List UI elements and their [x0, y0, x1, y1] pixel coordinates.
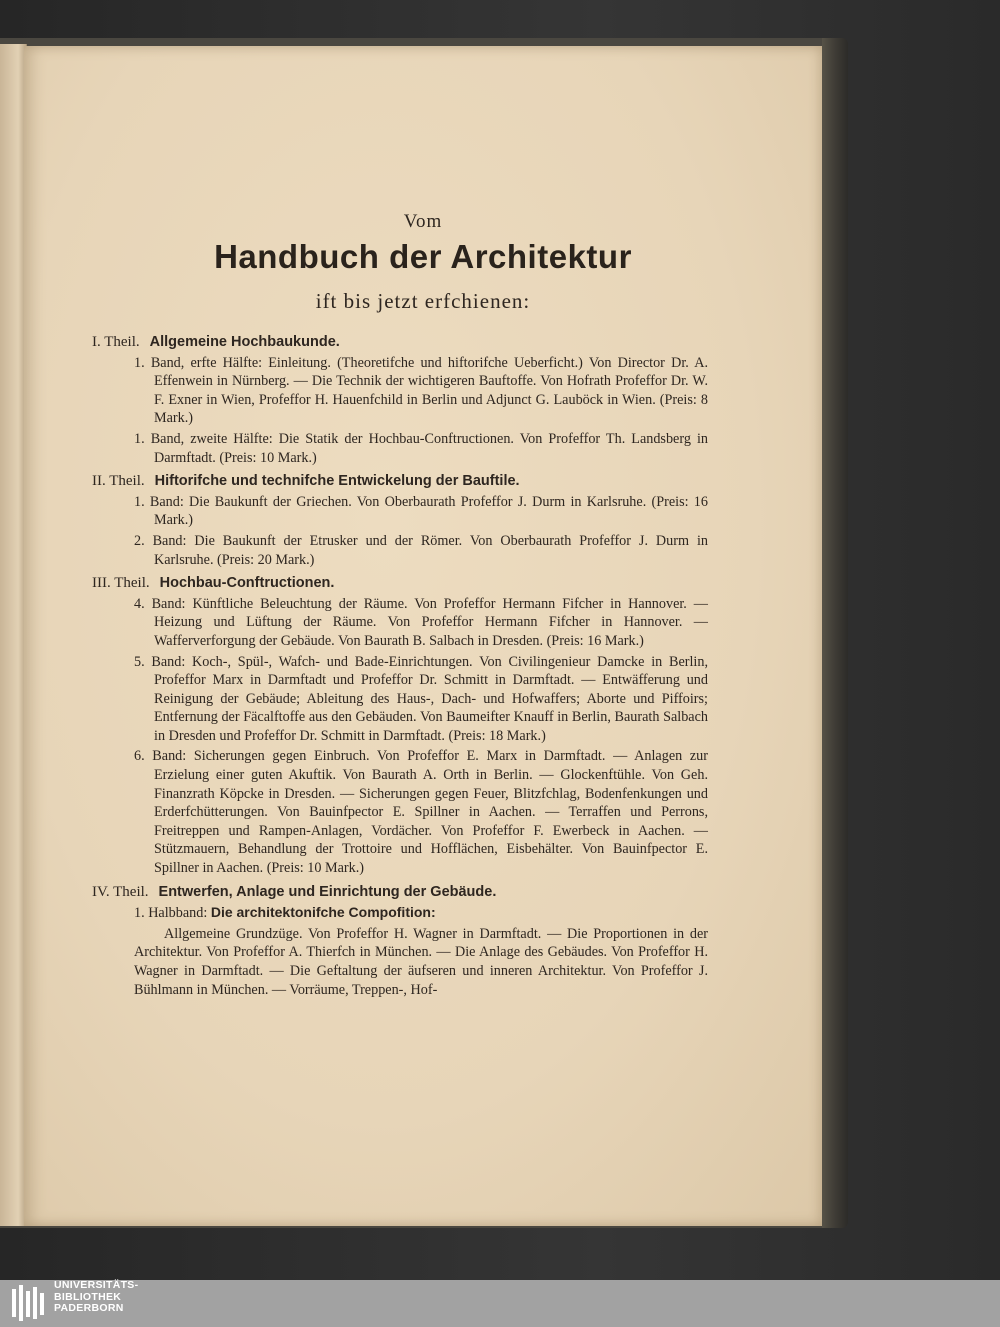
catalogue-list [92, 328, 708, 999]
volume-entry: 1. Band, zweite Hälfte: Die Statik der Hochbau-Conftructionen. Von Profeffor Th. Landsberg in Darmftadt. (Preis: 10 Mark.) [134, 430, 708, 466]
part-title: Entwerfen, Anlage und Einrichtung der Gebäude. [158, 883, 497, 900]
logo-line-2: BIBLIOTHEK [54, 1290, 122, 1303]
part-heading [92, 883, 708, 902]
volume-entry: 6. Band: Sicherungen gegen Einbruch. Von Profeffor E. Marx in Darmftadt. — Anlagen zur Erzielung einer guten Akuftik. Von Baurath A. Orth in Berlin. — Glockenftühle. Von Geh. Finanzrath Köpcke in Dresden. — Sicherungen gegen Feuer, Blitzfchlag, Bodenfenkungen und Erderfchütterungen. Von Bauinfpector E. Spillner in Aachen. — Terraffen und Perrons, Freitreppen und Rampen-Anlagen, Vordächer. Von Profeffor F. Ewerbeck in Aachen. — Stützmauern, Behandlung der Trottoire und Hofflächen, Eisbehälter. Von Bauinfpector E. Spillner in Aachen. (Preis: 10 Mark.) [134, 748, 708, 877]
part-title: Allgemeine Hochbaukunde. [149, 334, 340, 350]
book-page [24, 46, 822, 1226]
part-number: IV. Theil. [92, 883, 149, 900]
part-title: Hochbau-Conftructionen. [159, 575, 335, 592]
logo-line-1: UNIVERSITÄTS- [54, 1279, 139, 1291]
halbband-text: Allgemeine Grundzüge. Von Profeffor H. Wagner in Darmftadt. — Die Proportionen in der Architektur. Von Profeffor A. Thierfch in München. — Die Anlage des Gebäudes. Von Profeffor H. Wagner in Darmftadt. — Die Geftaltung der äufseren und inneren Architektur. Von Profeffor J. Bühlmann in München. — Vorräume, Treppen-, Hof- [134, 925, 708, 998]
part-heading [92, 472, 708, 491]
part-title: Hiftorifche und technifche Entwickelung der Bauftile. [154, 473, 520, 490]
part-heading [92, 574, 708, 593]
part-number: II. Theil. [92, 473, 145, 490]
logo-line-3: PADERBORN [54, 1302, 124, 1314]
volume-entry: 1. Band: Die Baukunft der Griechen. Von Oberbaurath Profeffor J. Durm in Karlsruhe. (Preis: 16 Mark.) [134, 493, 708, 529]
volume-entry: 1. Band, erfte Hälfte: Einleitung. (Theoretifche und hiftorifche Ueberficht.) Von Director Dr. A. Effenwein in Nürnberg. — Die Technik der wichtigeren Bauftoffe. Von Hofrath Profeffor Dr. W. F. Exner in Wien, Profeffor H. Hauenfchild in Berlin und Adjunct G. Lauböck in Wien. (Preis: 8 Mark.) [134, 354, 708, 427]
halbband-title: Die architektonifche Compofition: [210, 904, 436, 921]
page-title: Handbuch der Architektur [214, 238, 632, 275]
halbband-heading [134, 903, 708, 923]
volume-entry: 2. Band: Die Baukunft der Etrusker und der Römer. Von Oberbaurath Profeffor J. Durm in Karlsruhe. (Preis: 20 Mark.) [134, 532, 708, 568]
page-subtitle: ift bis jetzt erfchienen: [315, 289, 531, 313]
library-footer-bar [0, 1280, 1000, 1327]
volume-entry: 4. Band: Künftliche Beleuchtung der Räume. Von Profeffor Hermann Fifcher in Hannover. — Heizung und Lüftung der Räume. Von Profeffor Hermann Fifcher in Hannover. — Wafferverforgung der Gebäude. Von Baurath B. Salbach in Dresden. (Preis: 16 Mark.) [134, 595, 708, 649]
book-edge [822, 38, 848, 1228]
part-number: I. Theil. [92, 334, 140, 350]
part-heading [92, 333, 708, 352]
volume-entry: 5. Band: Koch-, Spül-, Wafch- und Bade-Einrichtungen. Von Civilingenieur Damcke in Berlin, Profeffor Marx in Darmftadt und Profeffor Dr. Schmitt in Darmftadt. — Entwäfferung und Reinigung der Gebäude; Ableitung des Haus-, Dach- und Hofwaffers; Aborte und Piffoirs; Entfernung der Fäcalftoffe aus den Gebäuden. Von Baumeifter Knauff in Berlin, Baurath Salbach in Dresden und Profeffor Dr. Schmitt in Darmftadt. (Preis: 18 Mark.) [134, 653, 708, 744]
halbband-label: 1. Halbband: [134, 905, 208, 922]
part-number: III. Theil. [92, 575, 150, 592]
library-logo-text [54, 1280, 138, 1315]
heading-small: Vom [403, 211, 443, 232]
facing-page-edge [0, 44, 27, 1226]
library-logo-icon [10, 1283, 50, 1323]
